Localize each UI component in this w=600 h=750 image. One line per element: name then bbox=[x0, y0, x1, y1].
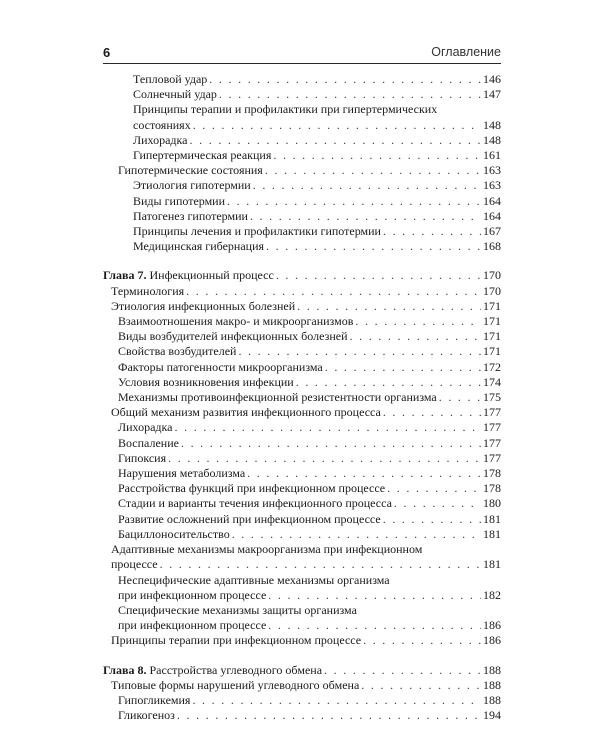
toc-page-number: 164 bbox=[483, 193, 501, 208]
chapter-number: Глава 8. bbox=[103, 662, 147, 677]
toc-entry[interactable] bbox=[103, 390, 501, 405]
toc-chapter-entry[interactable] bbox=[103, 663, 501, 678]
toc-page-number: 170 bbox=[483, 283, 501, 298]
dot-leader bbox=[325, 360, 481, 375]
toc-entry-line bbox=[111, 633, 501, 648]
toc-entry-label: состояниях bbox=[133, 117, 191, 132]
toc-entry-label: Патогенез гипотермии bbox=[133, 208, 248, 223]
dot-leader bbox=[297, 299, 481, 314]
toc-entry-line bbox=[118, 436, 501, 451]
toc-entry[interactable] bbox=[103, 344, 501, 359]
toc-entry-label: Воспаление bbox=[118, 435, 179, 450]
dot-leader bbox=[394, 496, 481, 511]
toc-entry-line bbox=[118, 344, 501, 359]
chapter-title: Расстройства углеводного обмена bbox=[149, 662, 323, 677]
dot-leader bbox=[160, 557, 481, 572]
dot-leader bbox=[175, 420, 481, 435]
toc-entry-line bbox=[118, 693, 501, 708]
chapter-gap bbox=[103, 254, 501, 268]
toc-page-number: 178 bbox=[483, 481, 501, 496]
toc-entry-label: Гипоксия bbox=[118, 450, 167, 465]
toc-entry[interactable] bbox=[103, 496, 501, 511]
toc-page-number: 167 bbox=[483, 224, 501, 239]
toc-entry-line bbox=[111, 284, 501, 299]
toc-entry-label: Гликогеноз bbox=[118, 708, 175, 723]
toc-entry[interactable] bbox=[103, 87, 501, 102]
toc-entry-label: Неспецифические адаптивные механизмы организма bbox=[118, 572, 390, 587]
dot-leader bbox=[177, 708, 481, 723]
toc-entry[interactable] bbox=[103, 603, 501, 633]
toc-entry-label: Тепловой удар bbox=[133, 72, 208, 86]
toc-entry-line bbox=[133, 178, 501, 193]
toc-entry-label: Адаптивные механизмы макроорганизма при инфекционном bbox=[111, 542, 423, 557]
toc-page-number: 177 bbox=[483, 420, 501, 435]
toc-page-number: 177 bbox=[483, 435, 501, 450]
toc-page-number: 188 bbox=[483, 662, 501, 677]
toc-entry-label: Факторы патогенности микроорганизма bbox=[118, 359, 323, 374]
toc-entry-line bbox=[103, 268, 501, 283]
toc-entry[interactable] bbox=[103, 239, 501, 254]
toc-entry-line bbox=[118, 314, 501, 329]
toc-entry[interactable] bbox=[103, 102, 501, 132]
toc-entry-line bbox=[133, 239, 501, 254]
toc-entry[interactable] bbox=[103, 573, 501, 603]
dot-leader bbox=[219, 87, 481, 102]
toc-entry[interactable] bbox=[103, 527, 501, 542]
toc-page-number: 194 bbox=[483, 708, 501, 723]
toc-entry[interactable] bbox=[103, 284, 501, 299]
toc-entry[interactable] bbox=[103, 360, 501, 375]
toc-chapter-entry[interactable] bbox=[103, 268, 501, 283]
toc-entry[interactable] bbox=[103, 405, 501, 420]
dot-leader bbox=[383, 224, 481, 239]
toc-entry-line bbox=[111, 557, 501, 572]
toc-entry[interactable] bbox=[103, 451, 501, 466]
toc-entry-line bbox=[118, 390, 501, 405]
dot-leader bbox=[324, 663, 481, 678]
toc-entry-label: Виды гипотермии bbox=[133, 193, 226, 208]
dot-leader bbox=[439, 390, 481, 405]
dot-leader bbox=[232, 527, 481, 542]
toc-entry-label bbox=[103, 268, 274, 283]
dot-leader bbox=[296, 375, 481, 390]
toc-entry[interactable] bbox=[103, 693, 501, 708]
toc-entry-label: Бациллоноситeльство bbox=[118, 526, 230, 541]
toc-page-number: 171 bbox=[483, 314, 501, 329]
dot-leader bbox=[266, 239, 481, 254]
dot-leader bbox=[276, 268, 481, 283]
toc-entry[interactable] bbox=[103, 148, 501, 163]
toc-entry-label: Лихорадка bbox=[133, 132, 188, 147]
dot-leader bbox=[209, 72, 481, 87]
toc-entry-label: Этиология гипотермии bbox=[133, 178, 251, 193]
toc-entry-label: Гипогликемия bbox=[118, 692, 191, 707]
toc-entry-label: Типовые формы нарушений углеводного обмена bbox=[111, 677, 360, 692]
dot-leader bbox=[268, 618, 481, 633]
toc-entry-label: процессе bbox=[111, 557, 158, 572]
dot-leader bbox=[186, 284, 481, 299]
toc-page-number: 172 bbox=[483, 359, 501, 374]
toc-entry[interactable] bbox=[103, 466, 501, 481]
toc-entry[interactable] bbox=[103, 72, 501, 87]
toc-entry-line bbox=[118, 512, 501, 527]
toc-page-number: 177 bbox=[483, 405, 501, 420]
toc-entry-line bbox=[118, 375, 501, 390]
toc-page-number: 175 bbox=[483, 390, 501, 405]
toc-page-number: 171 bbox=[483, 344, 501, 359]
toc-entry-line bbox=[103, 663, 501, 678]
toc-page-number: 174 bbox=[483, 374, 501, 389]
toc-entry-label: Терминология bbox=[111, 283, 185, 298]
toc-entry-label: Механизмы противоинфекционной резистентности организма bbox=[118, 390, 437, 405]
dot-leader bbox=[273, 148, 481, 163]
toc-entry-label: Общий механизм развития инфекционного процесса bbox=[111, 405, 381, 420]
toc-entry-label: Нарушения метаболизма bbox=[118, 466, 246, 481]
dot-leader bbox=[265, 163, 481, 178]
toc-entry[interactable] bbox=[103, 178, 501, 193]
toc-entry-line bbox=[111, 299, 501, 314]
toc-page-number: 171 bbox=[483, 329, 501, 344]
dot-leader bbox=[355, 314, 481, 329]
dot-leader bbox=[250, 209, 481, 224]
toc-entry-line bbox=[118, 329, 501, 344]
toc-entry-label: при инфекционном процессе bbox=[118, 587, 267, 602]
toc-entry-line bbox=[118, 618, 501, 633]
toc-entry[interactable] bbox=[103, 299, 501, 314]
toc-entry-label: Лихорадка bbox=[118, 420, 173, 435]
toc-entry-line bbox=[133, 133, 501, 148]
toc-entry[interactable] bbox=[103, 133, 501, 148]
toc-page-number: 163 bbox=[483, 163, 501, 178]
table-of-contents bbox=[103, 72, 501, 723]
toc-page-number: 181 bbox=[483, 526, 501, 541]
toc-entry-label: Гипотермические состояния bbox=[118, 163, 263, 178]
toc-entry-label: при инфекционном процессе bbox=[118, 618, 267, 633]
toc-page-number: 178 bbox=[483, 466, 501, 481]
toc-page-number: 180 bbox=[483, 496, 501, 511]
toc-page-number: 168 bbox=[483, 239, 501, 254]
toc-page-number: 181 bbox=[483, 557, 501, 572]
dot-leader bbox=[383, 405, 481, 420]
toc-entry[interactable] bbox=[103, 481, 501, 496]
toc-entry-line bbox=[118, 360, 501, 375]
dot-leader bbox=[193, 118, 481, 133]
chapter-title: Инфекционный процесс bbox=[149, 268, 274, 283]
toc-entry-line bbox=[118, 481, 501, 496]
toc-entry[interactable] bbox=[103, 708, 501, 723]
toc-entry[interactable] bbox=[103, 633, 501, 648]
toc-entry-line bbox=[118, 708, 501, 723]
dot-leader bbox=[350, 329, 482, 344]
toc-entry[interactable] bbox=[103, 224, 501, 239]
dot-leader bbox=[192, 693, 481, 708]
toc-entry-line bbox=[133, 118, 501, 133]
toc-entry-line bbox=[118, 527, 501, 542]
toc-entry-line bbox=[133, 148, 501, 163]
toc-entry-line bbox=[118, 163, 501, 178]
toc-entry[interactable] bbox=[103, 209, 501, 224]
dot-leader bbox=[247, 466, 481, 481]
toc-entry-line bbox=[133, 72, 501, 87]
toc-page-number: 186 bbox=[483, 618, 501, 633]
toc-entry-line bbox=[111, 678, 501, 693]
dot-leader bbox=[190, 133, 481, 148]
toc-entry-line bbox=[118, 466, 501, 481]
dot-leader bbox=[253, 178, 481, 193]
section-title: Оглавление bbox=[431, 45, 501, 59]
toc-entry-label: Свойства возбудителей bbox=[118, 344, 237, 359]
toc-page-number: 170 bbox=[483, 268, 501, 283]
toc-entry-line bbox=[118, 588, 501, 603]
dot-leader bbox=[383, 512, 481, 527]
toc-entry[interactable] bbox=[103, 420, 501, 435]
chapter-number: Глава 7. bbox=[103, 268, 147, 283]
toc-entry[interactable] bbox=[103, 678, 501, 693]
toc-page-number: 163 bbox=[483, 178, 501, 193]
toc-entry-label: Виды возбудителей инфекционных болезней bbox=[118, 329, 348, 344]
dot-leader bbox=[363, 633, 481, 648]
toc-entry-line bbox=[133, 224, 501, 239]
toc-page-number: 188 bbox=[483, 677, 501, 692]
dot-leader bbox=[168, 451, 481, 466]
toc-entry-line bbox=[133, 194, 501, 209]
toc-page-number: 161 bbox=[483, 148, 501, 163]
toc-entry-label: Принципы лечения и профилактики гипотермии bbox=[133, 224, 381, 239]
toc-entry-label: Гипертермическая реакция bbox=[133, 148, 272, 163]
toc-entry[interactable] bbox=[103, 375, 501, 390]
toc-entry-label: Расстройства функций при инфекционном процессе bbox=[118, 481, 386, 496]
toc-entry-line bbox=[118, 496, 501, 511]
toc-entry[interactable] bbox=[103, 542, 501, 572]
dot-leader bbox=[361, 678, 481, 693]
toc-entry-label bbox=[103, 663, 322, 678]
toc-page-number: 164 bbox=[483, 208, 501, 223]
chapter-gap bbox=[103, 649, 501, 663]
toc-entry-label: Этиология инфекционных болезней bbox=[111, 298, 296, 313]
toc-entry-label: Развитие осложнений при инфекционном процессе bbox=[118, 511, 381, 526]
toc-page-number: 171 bbox=[483, 298, 501, 313]
toc-page-number: 146 bbox=[483, 72, 501, 86]
running-header bbox=[103, 45, 501, 64]
dot-leader bbox=[181, 436, 481, 451]
dot-leader bbox=[238, 344, 481, 359]
toc-page-number: 147 bbox=[483, 87, 501, 102]
toc-entry-line bbox=[133, 209, 501, 224]
dot-leader bbox=[268, 588, 481, 603]
toc-entry[interactable] bbox=[103, 512, 501, 527]
page-number: 6 bbox=[103, 45, 111, 60]
toc-entry-label: Условия возникновения инфекции bbox=[118, 374, 294, 389]
toc-entry-label: Медицинская гибернация bbox=[133, 239, 265, 254]
toc-entry-label: Стадии и варианты течения инфекционного процесса bbox=[118, 496, 392, 511]
toc-page-number: 148 bbox=[483, 117, 501, 132]
toc-page-number: 177 bbox=[483, 450, 501, 465]
toc-page-number: 182 bbox=[483, 587, 501, 602]
toc-entry-label: Принципы терапии при инфекционном процессе bbox=[111, 633, 362, 648]
dot-leader bbox=[227, 194, 481, 209]
toc-page-number: 181 bbox=[483, 511, 501, 526]
toc-entry[interactable] bbox=[103, 329, 501, 344]
toc-entry[interactable] bbox=[103, 194, 501, 209]
toc-page-number: 186 bbox=[483, 633, 501, 648]
toc-entry-line bbox=[111, 405, 501, 420]
toc-entry[interactable] bbox=[103, 163, 501, 178]
toc-entry-line bbox=[118, 420, 501, 435]
toc-entry[interactable] bbox=[103, 314, 501, 329]
toc-entry-label: Принципы терапии и профилактики при гипертермических bbox=[133, 102, 438, 117]
dot-leader bbox=[387, 481, 481, 496]
toc-entry[interactable] bbox=[103, 436, 501, 451]
toc-entry-label: Взаимоотношения макро- и микроорганизмов bbox=[118, 314, 354, 329]
toc-entry-label: Специфические механизмы защиты организма bbox=[118, 602, 357, 617]
toc-entry-line bbox=[118, 451, 501, 466]
toc-entry-label: Солнечный удар bbox=[133, 87, 217, 102]
toc-entry-line bbox=[133, 87, 501, 102]
toc-page-number: 188 bbox=[483, 692, 501, 707]
toc-page-number: 148 bbox=[483, 132, 501, 147]
